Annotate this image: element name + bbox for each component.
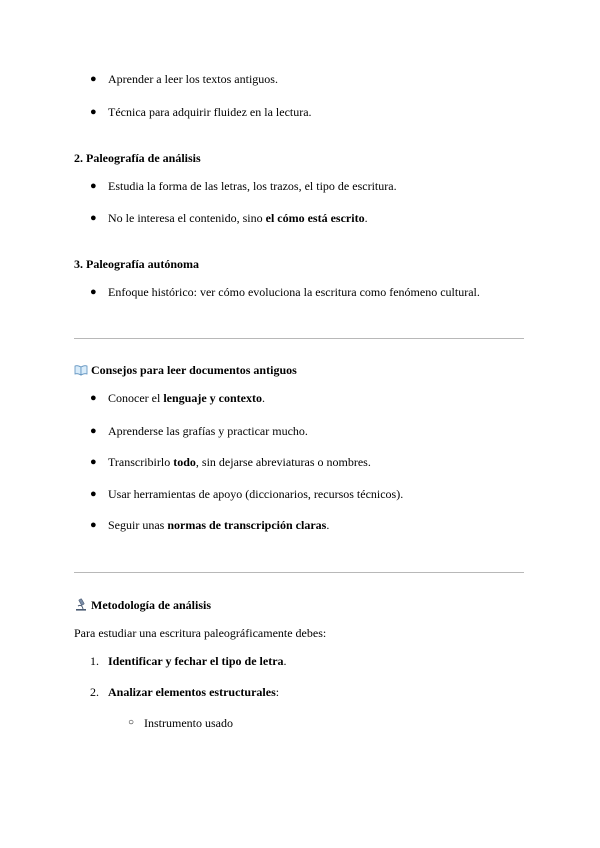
bullet-marker: ● — [90, 180, 97, 192]
list-item-text: . — [364, 211, 368, 225]
horizontal-rule — [74, 572, 524, 573]
list-item-text: Aprender a leer los textos antiguos. — [108, 72, 278, 86]
list-item-text: Seguir unas — [108, 518, 168, 532]
list-item-text: Conocer el — [108, 391, 164, 405]
ordered-number: 1. — [90, 654, 99, 668]
bold-emphasis: normas de transcripción claras — [167, 518, 327, 532]
microscope-icon — [74, 598, 88, 614]
sub-list-item-text: Instrumento usado — [144, 716, 233, 730]
open-book-icon — [74, 364, 88, 379]
bullet-marker: ● — [90, 519, 97, 531]
ordered-number: 2. — [90, 685, 99, 699]
bullet-marker: ● — [90, 73, 97, 85]
list-item-text: . — [261, 391, 265, 405]
list-item-text: , sin dejarse abreviaturas o nombres. — [195, 455, 371, 469]
section-heading-consejos — [74, 363, 297, 379]
list-item-text: No le interesa el contenido, sino — [108, 211, 266, 225]
list-item — [108, 211, 368, 225]
list-item-text: . — [326, 518, 330, 532]
list-item — [108, 518, 329, 532]
list-item-text: Usar herramientas de apoyo (diccionarios, recursos técnicos). — [108, 487, 404, 501]
section-heading-paleografia-autonoma: 3. Paleografía autónoma — [74, 257, 199, 271]
section-title: Consejos para leer documentos antiguos — [91, 363, 297, 377]
bullet-marker: ● — [90, 286, 97, 298]
section-title: Metodología de análisis — [91, 598, 212, 612]
ordered-item — [108, 654, 287, 668]
bold-emphasis: Analizar elementos estructurales — [108, 685, 276, 699]
hollow-bullet-marker: ○ — [128, 717, 135, 728]
section-heading-paleografia-analisis: 2. Paleografía de análisis — [74, 151, 201, 165]
list-item-text: Enfoque histórico: ver cómo evoluciona la escritura como fenómeno cultural. — [108, 285, 480, 299]
intro-paragraph: Para estudiar una escritura paleográficamente debes: — [74, 626, 327, 640]
ordered-item — [108, 685, 279, 699]
horizontal-rule — [74, 338, 524, 339]
bold-emphasis: Identificar y fechar el tipo de letra — [108, 654, 284, 668]
bold-emphasis: todo — [173, 455, 196, 469]
bullet-marker: ● — [90, 106, 97, 118]
list-item-text: Técnica para adquirir fluidez en la lectura. — [108, 105, 312, 119]
bold-emphasis: el cómo está escrito — [265, 211, 365, 225]
bold-emphasis: lenguaje y contexto — [163, 391, 262, 405]
bullet-marker: ● — [90, 456, 97, 468]
list-item-text: : — [275, 685, 280, 699]
bullet-marker: ● — [90, 488, 97, 500]
list-item-text: Aprenderse las grafías y practicar mucho. — [108, 424, 308, 438]
list-item-text: Estudia la forma de las letras, los trazos, el tipo de escritura. — [108, 179, 397, 193]
section-heading-metodologia — [74, 598, 211, 614]
bullet-marker: ● — [90, 425, 97, 437]
list-item — [108, 455, 371, 469]
list-item-text: . — [283, 654, 287, 668]
bullet-marker: ● — [90, 392, 97, 404]
list-item-text: Transcribirlo — [108, 455, 174, 469]
list-item — [108, 391, 265, 405]
bullet-marker: ● — [90, 212, 97, 224]
